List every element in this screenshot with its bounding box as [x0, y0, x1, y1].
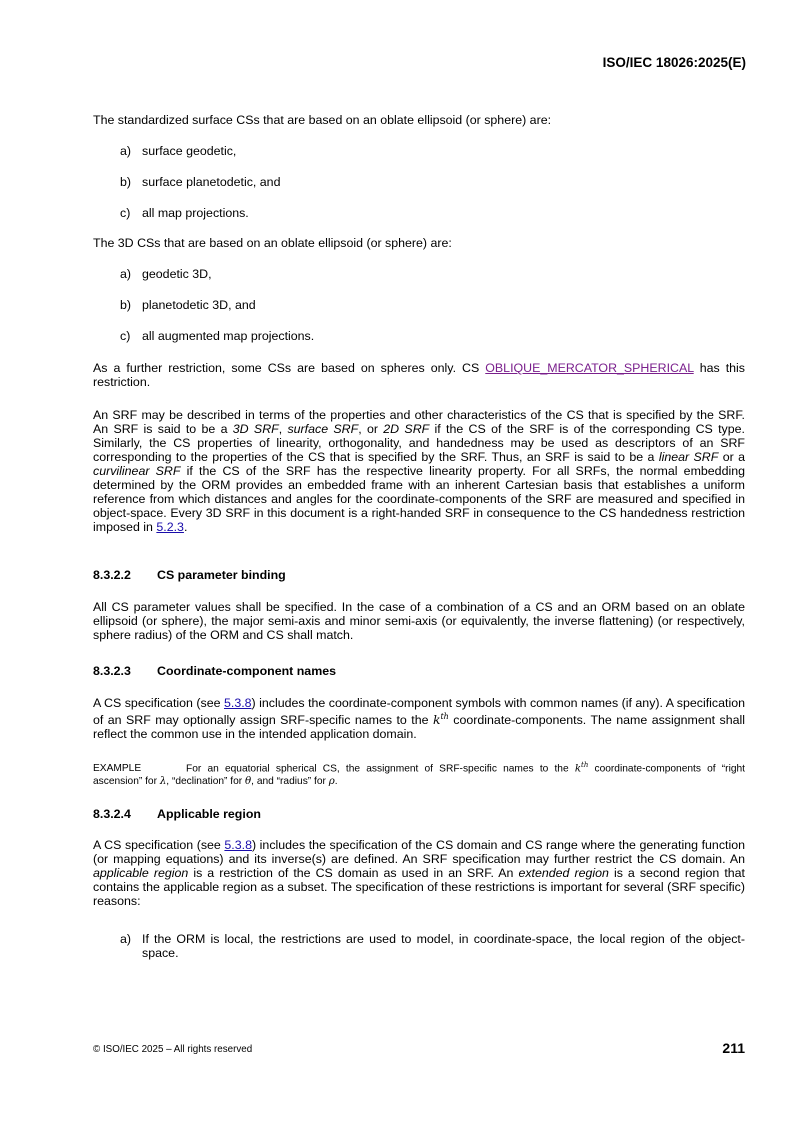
- intro-surface-text: The standardized surface CSs that are based on an oblate ellipsoid (or sphere) are:: [93, 113, 552, 127]
- section-heading-cs-parameter-binding: 8.3.2.2 CS parameter binding: [93, 568, 286, 582]
- list-marker: c): [120, 206, 131, 220]
- link-oblique-mercator-spherical[interactable]: OBLIQUE_MERCATOR_SPHERICAL: [485, 361, 694, 375]
- srf-description-paragraph: An SRF may be described in terms of the properties and other characteristics of the CS that is specified by the SRF. An SRF is said to be a 3D SRF, surface SRF, or 2D SRF if the CS of the SRF is of the corresponding CS type. Similarly, the CS properties of linearity, orthogonality, and handedness may be used as descriptors of an SRF corresponding to the properties of the CS that is specified by the SRF. Thus, an SRF is said to be a linear SRF or a curvilinear SRF if the CS of the SRF has the respective linearity property. For all SRFs, the normal embedding determined by the ORM provides an embedded frame with an inherent Cartesian basis that establishes a uniform reference from which distances and angles for the coordinate-components of the SRF are measured and specified in object-space. Every 3D SRF in this document is a right-handed SRF in consequence to the CS handedness restriction imposed in 5.2.3.: [93, 408, 746, 534]
- restriction-paragraph: As a further restriction, some CSs are based on spheres only. CS OBLIQUE_MERCATOR_SPHERICAL has this restriction.: [93, 361, 745, 389]
- link-section-5-3-8[interactable]: 5.3.8: [224, 838, 252, 852]
- list-marker: a): [120, 144, 132, 158]
- list-item-orm-local: [120, 932, 745, 960]
- list-item-planetodetic-3d: planetodetic 3D, and: [142, 298, 256, 312]
- copyright-notice: © ISO/IEC 2025 – All rights reserved: [93, 1044, 253, 1055]
- link-section-5-2-3[interactable]: 5.2.3: [156, 520, 184, 534]
- coordinate-component-names-paragraph: A CS specification (see 5.3.8) includes the coordinate-component symbols with common names (if any). A specification of an SRF may optionally assign SRF-specific names to the $k^{th}$ coordinate-components. The name assignment shall reflect the common use in the intended application domain.: [93, 696, 745, 742]
- list-marker: c): [120, 329, 131, 343]
- list-item-surface-geodetic: surface geodetic,: [142, 144, 237, 158]
- list-marker: a): [120, 932, 132, 946]
- list-item-surface-planetodetic: surface planetodetic, and: [142, 175, 281, 189]
- section-heading-coordinate-component-names: 8.3.2.3 Coordinate-component names: [93, 664, 336, 678]
- applicable-region-paragraph: A CS specification (see 5.3.8) includes the specification of the CS domain and CS range where the generating function (or mapping equations) and its inverse(s) are defined. An SRF specification may further restrict the CS domain. An applicable region is a restriction of the CS domain as used in an SRF. An extended region is a second region that contains the applicable region as a subset. The specification of these restrictions is important for several (SRF specific) reasons:: [93, 838, 745, 908]
- page-number: 211: [722, 1040, 745, 1056]
- list-item-text: If the ORM is local, the restrictions are used to model, in coordinate-space, the local region of the object-space.: [142, 932, 745, 960]
- intro-3d-text: The 3D CSs that are based on an oblate ellipsoid (or sphere) are:: [93, 236, 452, 250]
- section-heading-applicable-region: 8.3.2.4 Applicable region: [93, 807, 261, 821]
- cs-parameter-binding-paragraph: All CS parameter values shall be specified. In the case of a combination of a CS and an ORM based on an oblate ellipsoid (or sphere), the major semi-axis and minor semi-axis (or equivalently, the inverse flattening) (or respectively, sphere radius) of the ORM and CS shall match.: [93, 600, 745, 642]
- list-item-map-projections: all map projections.: [142, 206, 249, 220]
- list-marker: b): [120, 298, 132, 312]
- example-note: EXAMPLE For an equatorial spherical CS, the assignment of SRF-specific names to the $k^{th}$ coordinate-components of “right ascension” for λ, “declination” for θ, and “radius” for ρ.: [93, 761, 745, 788]
- link-section-5-3-8[interactable]: 5.3.8: [223, 696, 252, 710]
- list-item-geodetic-3d: geodetic 3D,: [142, 267, 212, 281]
- document-id: ISO/IEC 18026:2025(E): [602, 55, 746, 70]
- list-item-augmented-map-projections: all augmented map projections.: [142, 329, 315, 343]
- list-marker: a): [120, 267, 132, 281]
- list-marker: b): [120, 175, 132, 189]
